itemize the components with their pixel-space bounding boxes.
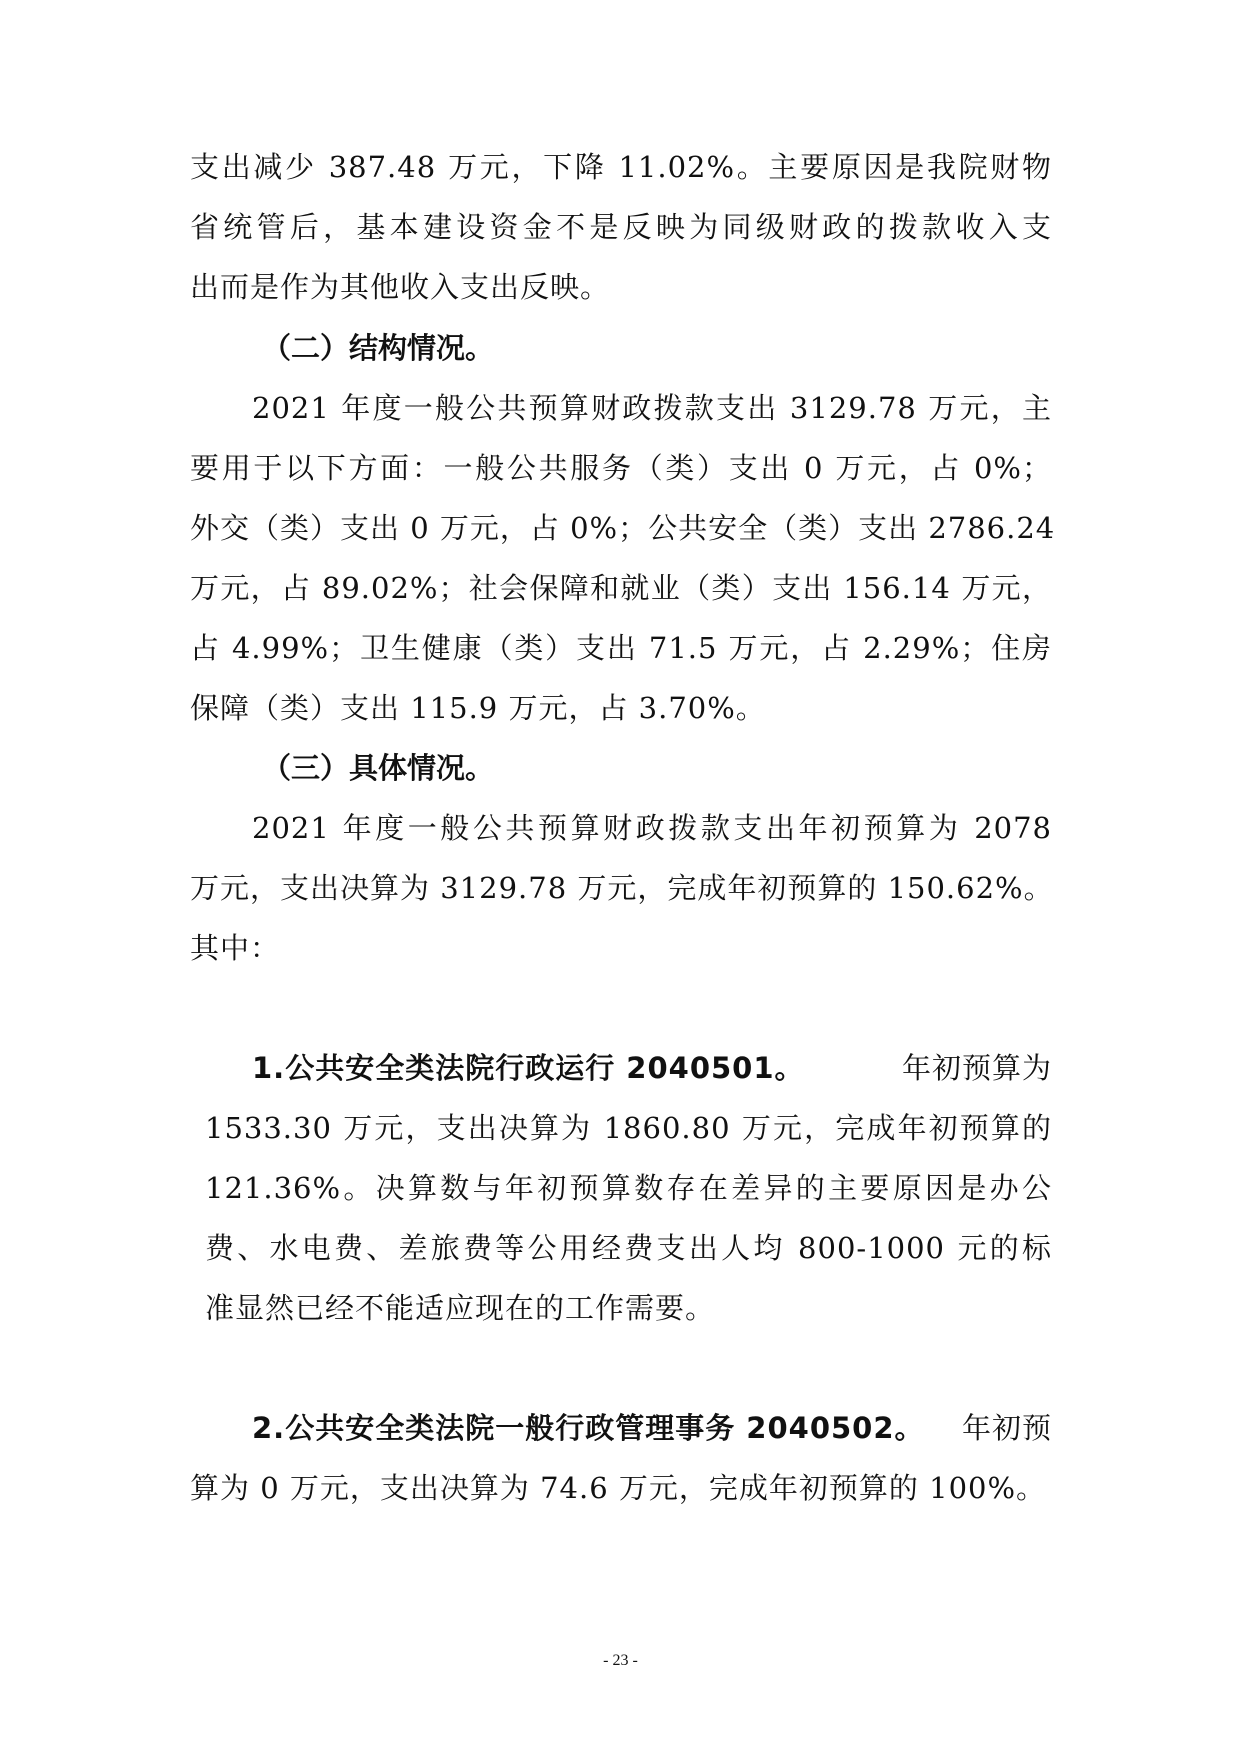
paragraph-line: 万元，支出决算为 3129.78 万元，完成年初预算的 150.62%。 [190,871,1054,905]
paragraph-line: 费、水电费、差旅费等公用经费支出人均 800-1000 元的标 [205,1231,1052,1265]
paragraph-line: 省统管后，基本建设资金不是反映为同级财政的拨款收入支 [190,210,1052,244]
item-1-first-line [252,1038,1052,1098]
item-2-first-line-rest: 年初预 [961,1411,1052,1445]
item-1-first-line-rest: 年初预算为 [901,1051,1052,1085]
section-heading-details: （三）具体情况。 [262,751,495,785]
paragraph-line: 1533.30 万元，支出决算为 1860.80 万元，完成年初预算的 [205,1111,1052,1145]
page-number: - 23 - [603,1652,638,1669]
paragraph-line: 万元，占 89.02%；社会保障和就业（类）支出 156.14 万元， [190,571,1052,605]
paragraph-line: 支出减少 387.48 万元，下降 11.02%。主要原因是我院财物 [190,150,1052,184]
paragraph-line: 2021 年度一般公共预算财政拨款支出 3129.78 万元，主 [252,391,1052,425]
item-1-title: 1.公共安全类法院行政运行 2040501。 [252,1051,805,1085]
item-2-first-line [252,1398,1052,1458]
paragraph-line: 出而是作为其他收入支出反映。 [190,270,611,304]
section-heading-structure: （二）结构情况。 [262,331,495,365]
paragraph-line: 121.36%。决算数与年初预算数存在差异的主要原因是办公 [205,1171,1052,1205]
paragraph-line: 保障（类）支出 115.9 万元，占 3.70%。 [190,691,766,725]
paragraph-line: 占 4.99%；卫生健康（类）支出 71.5 万元，占 2.29%；住房 [190,631,1052,665]
paragraph-line: 算为 0 万元，支出决算为 74.6 万元，完成年初预算的 100%。 [190,1471,1047,1505]
paragraph-line: 要用于以下方面：一般公共服务（类）支出 0 万元，占 0%； [190,451,1052,485]
paragraph-line: 其中： [190,931,281,965]
paragraph-line: 外交（类）支出 0 万元，占 0%；公共安全（类）支出 2786.24 [190,511,1056,545]
item-2-title: 2.公共安全类法院一般行政管理事务 2040502。 [252,1411,925,1445]
paragraph-line: 2021 年度一般公共预算财政拨款支出年初预算为 2078 [252,811,1052,845]
paragraph-line: 准显然已经不能适应现在的工作需要。 [205,1291,716,1325]
